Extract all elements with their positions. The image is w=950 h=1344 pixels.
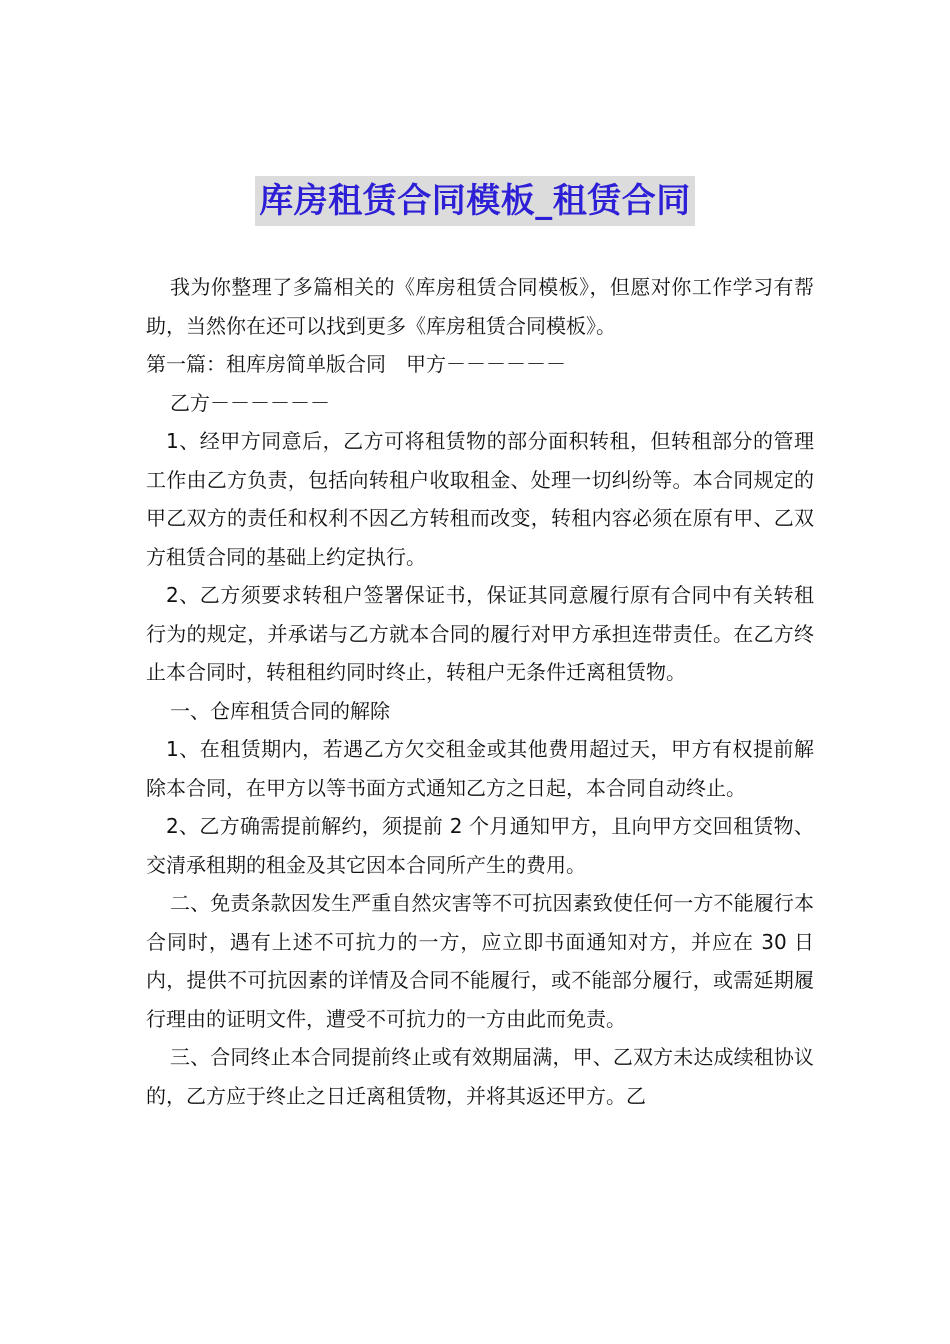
paragraph-party-b: 乙方－－－－－－ [170, 390, 330, 415]
paragraph-section-termination-heading: 一、仓库租赁合同的解除 [170, 698, 390, 723]
document-body [146, 268, 814, 1115]
document-title: 库房租赁合同模板_租赁合同 [255, 176, 695, 226]
paragraph-part-one-heading: 第一篇：租库房简单版合同 甲方－－－－－－ [146, 352, 566, 376]
paragraph-sublease-2: 2、乙方须要求转租户签署保证书，保证其同意履行原有合同中有关转租行为的规定，并承诺与乙方就本合同的履行对甲方承担连带责任。在乙方终止本合同时，转租租约同时终止，转租户无条件迁离租赁物。 [146, 583, 814, 684]
paragraph-exemption: 二、免责条款因发生严重自然灾害等不可抗因素致使任何一方不能履行本合同时，遇有上述不可抗力的一方，应立即书面通知对方，并应在 30 日内，提供不可抗因素的详情及合同不能履行，或不能部分履行，或需延期履行理由的证明文件，遭受不可抗力的一方由此而免责。 [146, 891, 814, 1031]
paragraph-intro: 我为你整理了多篇相关的《库房租赁合同模板》，但愿对你工作学习有帮助，当然你在还可以找到更多《库房租赁合同模板》。 [146, 275, 814, 338]
paragraph-contract-end: 三、合同终止本合同提前终止或有效期届满，甲、乙双方未达成续租协议的，乙方应于终止之日迁离租赁物，并将其返还甲方。乙 [146, 1045, 814, 1108]
paragraph-termination-2: 2、乙方确需提前解约，须提前 2 个月通知甲方，且向甲方交回租赁物、交清承租期的租金及其它因本合同所产生的费用。 [146, 814, 814, 877]
paragraph-termination-1: 1、在租赁期内，若遇乙方欠交租金或其他费用超过天，甲方有权提前解除本合同，在甲方以等书面方式通知乙方之日起，本合同自动终止。 [146, 737, 814, 800]
title-container [0, 176, 950, 226]
paragraph-sublease-1: 1、经甲方同意后，乙方可将租赁物的部分面积转租，但转租部分的管理工作由乙方负责，包括向转租户收取租金、处理一切纠纷等。本合同规定的甲乙双方的责任和权利不因乙方转租而改变，转租内容必须在原有甲、乙双方租赁合同的基础上约定执行。 [146, 429, 814, 569]
